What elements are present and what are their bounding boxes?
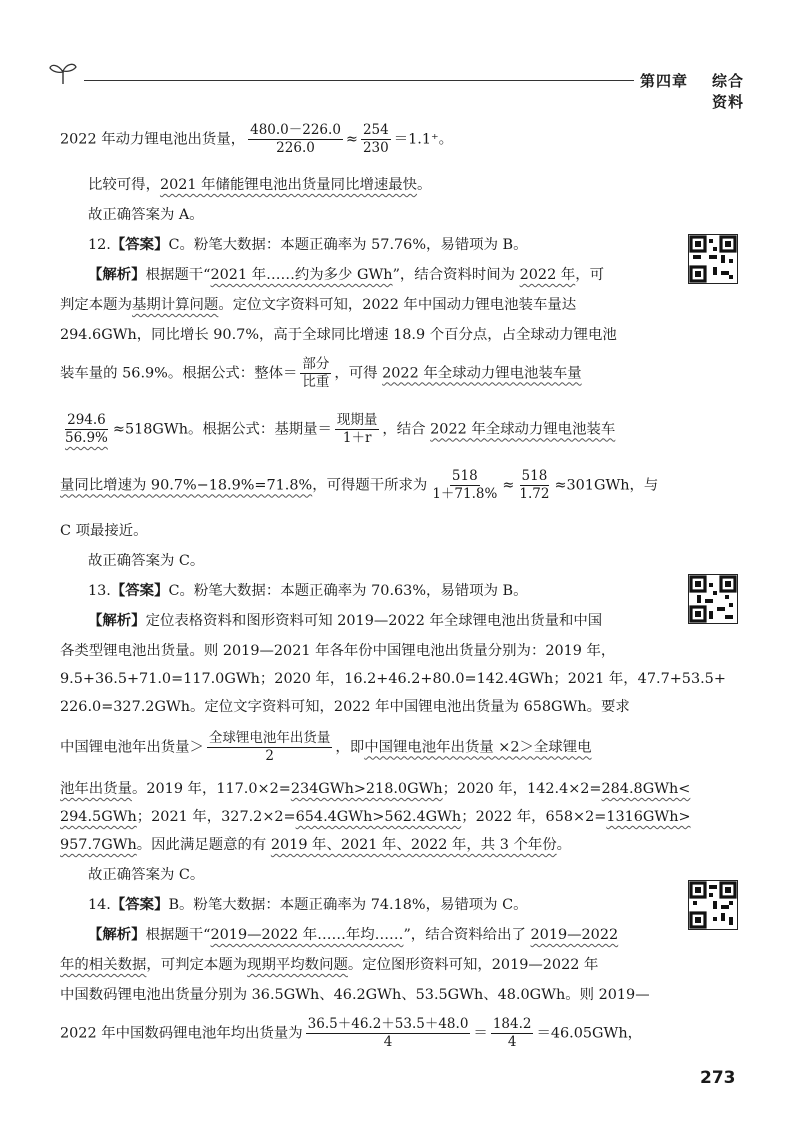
text-line	[88, 172, 431, 198]
header-rule	[84, 80, 634, 81]
analysis-line: 294.5GWh；2021 年，327.2×2=654.4GWh>562.4GWh；2022 年，658×2=1316GWh>	[60, 809, 691, 825]
answer-line: 故正确答案为 C。	[88, 553, 205, 569]
analysis-line: 判定本题为基期计算问题。定位文字资料可知，2022 年中国动力锂电池装车量达	[60, 297, 577, 313]
fraction: $\frac{36.5+46.2+53.5+48.0}{4}$	[307, 1016, 469, 1050]
analysis-line: 池年出货量。2019 年，117.0×2=234GWh>218.0GWh；2020 年，142.4×2=284.8GWh<	[60, 781, 691, 797]
answer-header-q12: 12.【答案】C。粉笔大数据：本题正确率为 57.76%，易错项为 B。	[88, 236, 528, 253]
fraction: $\frac{\text{现期量}}{1+r}$	[336, 412, 378, 446]
analysis-line: 957.7GWh。因此满足题意的有 2019 年、2021 年、2022 年，共 3 个年份。	[60, 837, 572, 853]
fraction: $\frac{294.6}{56.9\%}$	[65, 412, 108, 446]
answer-line: 故正确答案为 C。	[88, 867, 205, 883]
analysis-line: C 项最接近。	[60, 523, 148, 539]
analysis-line: 各类型锂电池出货量。则 2019—2021 年各年份中国锂电池出货量分别为：2019 年，	[60, 643, 616, 659]
analysis-line: 【解析】根据题干“2021 年……约为多少 GWh”，结合资料时间为 2022 年，可	[88, 266, 605, 283]
text-run: 2022 年动力锂电池出货量，	[60, 131, 246, 148]
qr-code-icon[interactable]	[688, 880, 738, 930]
fraction: $\frac{184.2}{4}$	[492, 1016, 532, 1050]
fraction	[361, 122, 391, 157]
analysis-line: 【解析】根据题干“2019—2022 年……年均……”，结合资料给出了 2019—2022	[88, 926, 619, 943]
denominator: 226.0	[276, 140, 315, 156]
analysis-line: 年的相关数据，可判定本题为现期平均数问题。定位图形资料可知，2019—2022 年	[60, 957, 599, 973]
analysis-line: 【解析】定位表格资料和图形资料可知 2019—2022 年全球锂电池出货量和中国	[88, 612, 603, 629]
analysis-line: 2022 年中国数码锂电池年均出货量为 $\frac{36.5+46.2+53.5+48.0}{4}$ ＝ $\frac{184.2}{4}$ ＝46.05GWh，	[60, 1016, 643, 1050]
analysis-line: 中国数码锂电池出货量分别为 36.5GWh、46.2GWh、53.5GWh、48.0GWh。则 2019—	[60, 987, 650, 1003]
analysis-line: 量同比增速为 90.7%−18.9%=71.8%，可得题干所求为 $\frac{518}{1+71.8\%}$ ≈ $\frac{518}{1.72}$ ≈301GWh，与	[60, 468, 659, 502]
qr-code-icon[interactable]	[688, 234, 738, 284]
text-run: ≈	[345, 131, 358, 148]
fraction: $\frac{\text{全球锂电池年出货量}}{2}$	[208, 730, 331, 764]
emphasis: 2021 年储能锂电池出货量同比增速最快	[159, 177, 418, 193]
analysis-line: 294.6GWh，同比增长 90.7%，高于全球同比增速 18.9 个百分点，占全球动力锂电池	[60, 327, 617, 343]
fraction: $\frac{\text{部分}}{\text{比重}}$	[302, 356, 330, 390]
fraction	[248, 122, 343, 157]
answer-line: 故正确答案为 A。	[88, 207, 204, 223]
fraction: $\frac{518}{1+71.8\%}$	[432, 468, 498, 502]
numerator: 254	[362, 122, 389, 138]
qr-code-icon[interactable]	[688, 574, 738, 624]
page-number: 273	[700, 1068, 736, 1088]
analysis-line: 9.5+36.5+71.0=117.0GWh；2020 年，16.2+46.2+80.0=142.4GWh；2021 年，47.7+53.5+	[60, 671, 726, 687]
answer-header-q14: 14.【答案】B。粉笔大数据：本题正确率为 74.18%，易错项为 C。	[88, 896, 528, 913]
analysis-line: 中国锂电池年出货量＞ $\frac{\text{全球锂电池年出货量}}{2}$ ，即中国锂电池年出货量 ×2＞全球锂电	[60, 730, 592, 764]
sprout-icon	[48, 60, 78, 86]
text-run: ＝1.1⁺。	[393, 131, 454, 148]
analysis-line: $\frac{294.6}{56.9\%}$ ≈518GWh。根据公式：基期量＝ $\frac{\text{现期量}}{1+r}$ ，结合 2022 年全球动力锂电池装车	[65, 412, 616, 446]
text-line	[60, 122, 453, 157]
denominator: 230	[362, 140, 389, 156]
chapter-label: 第四章	[640, 72, 689, 90]
section-label: 综合资料	[712, 72, 745, 111]
fraction: $\frac{518}{1.72}$	[519, 468, 550, 502]
analysis-line: 226.0=327.2GWh。定位文字资料可知，2022 年中国锂电池出货量为 658GWh。要求	[60, 699, 630, 715]
text-run: 比较可得，	[88, 177, 160, 193]
text-run: 。	[417, 177, 432, 193]
page-header	[48, 58, 748, 111]
answer-header-q13: 13.【答案】C。粉笔大数据：本题正确率为 70.63%，易错项为 B。	[88, 582, 528, 599]
analysis-line: 装车量的 56.9%。根据公式：整体＝ $\frac{\text{部分}}{\text{比重}}$ ，可得 2022 年全球动力锂电池装车量	[60, 356, 582, 390]
numerator: 480.0－226.0	[250, 122, 341, 138]
